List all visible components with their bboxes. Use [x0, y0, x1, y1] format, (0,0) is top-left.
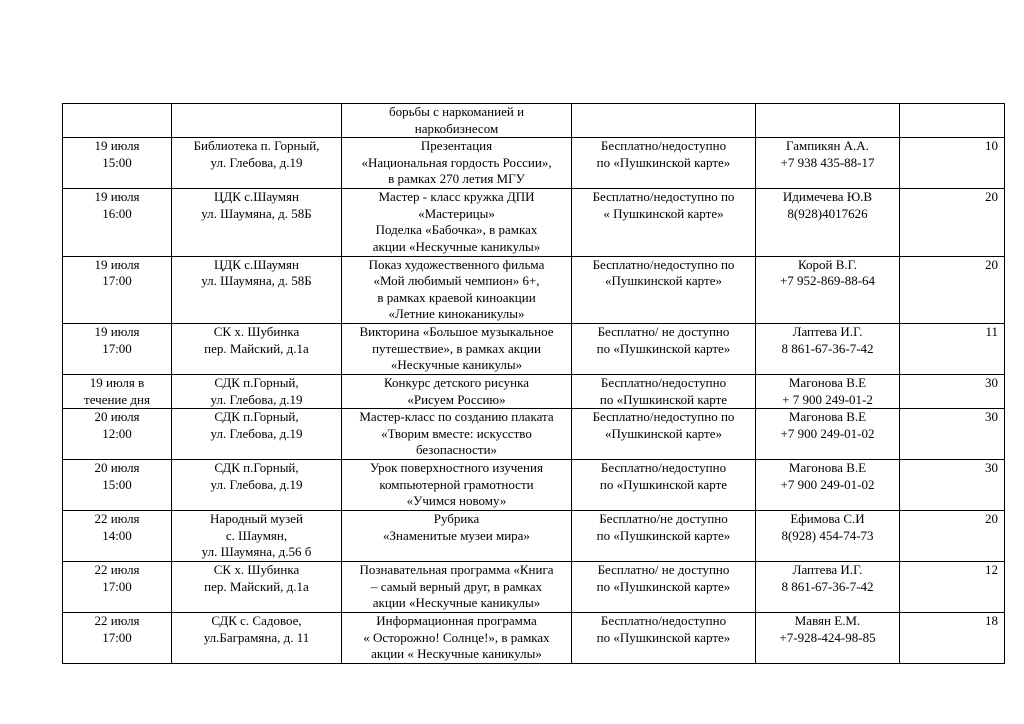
price-line: Бесплатно/недоступно	[600, 138, 727, 154]
cell-price	[572, 104, 756, 138]
cell-date	[63, 189, 172, 256]
contact-line: Лаптева И.Г.	[792, 561, 863, 577]
place-line: СДК п.Горный,	[214, 374, 299, 390]
cell-count: 30	[900, 409, 1005, 460]
cell-date	[63, 256, 172, 323]
cell-contact	[756, 189, 900, 256]
cell-price	[572, 460, 756, 511]
cell-place	[172, 374, 342, 408]
place-line: ул. Шаумяна, д. 58Б	[201, 205, 312, 221]
event-line: борьбы с наркоманией и	[388, 104, 525, 119]
price-line: Бесплатно/ не доступно	[597, 561, 730, 577]
event-line: акции «Нескучные каникулы»	[372, 595, 541, 611]
contact-line: Магонова В.Е	[788, 409, 867, 425]
events-table	[62, 103, 1005, 664]
price-line: Бесплатно/не доступно	[599, 510, 728, 526]
price-line: по «Пушкинской карте»	[596, 629, 731, 645]
event-line: « Осторожно! Солнце!», в рамках	[363, 629, 550, 645]
event-line: Информационная программа	[376, 612, 537, 628]
cell-place	[172, 409, 342, 460]
cell-price	[572, 323, 756, 374]
date-line: 17:00	[102, 340, 132, 356]
cell-count: 10	[900, 138, 1005, 189]
events-table-body	[63, 104, 1005, 664]
event-line: «Мой любимый чемпион» 6+,	[373, 273, 540, 289]
table-row	[63, 409, 1005, 460]
event-line: «Рисуем Россию»	[407, 391, 506, 407]
cell-date	[63, 104, 172, 138]
place-line: СДК п.Горный,	[214, 409, 299, 425]
cell-event	[342, 256, 572, 323]
cell-place	[172, 323, 342, 374]
place-line: пер. Майский, д.1а	[204, 340, 309, 356]
cell-event	[342, 460, 572, 511]
cell-price	[572, 409, 756, 460]
table-row	[63, 374, 1005, 408]
cell-price	[572, 256, 756, 323]
event-line: безопасности»	[415, 442, 498, 458]
contact-line: + 7 900 249-01-2	[782, 391, 873, 407]
cell-place	[172, 138, 342, 189]
cell-place	[172, 189, 342, 256]
event-line: наркобизнесом	[414, 120, 499, 136]
cell-contact	[756, 460, 900, 511]
price-line: «Пушкинской карте»	[605, 273, 722, 289]
contact-line: 8 861-67-36-7-42	[781, 578, 874, 594]
contact-line: Лаптева И.Г.	[792, 323, 863, 339]
cell-price	[572, 189, 756, 256]
cell-event	[342, 510, 572, 561]
event-line: «Летние киноканикулы»	[388, 306, 525, 322]
price-line: Бесплатно/недоступно по	[592, 189, 735, 205]
cell-event	[342, 374, 572, 408]
contact-line: +7 900 249-01-02	[780, 425, 875, 441]
table-row	[63, 460, 1005, 511]
date-line: 15:00	[102, 154, 132, 170]
contact-line: 8(928) 454-74-73	[781, 527, 874, 543]
cell-price	[572, 510, 756, 561]
place-line: ул. Глебова, д.19	[210, 476, 303, 492]
date-line: 12:00	[102, 425, 132, 441]
cell-contact	[756, 104, 900, 138]
place-line: ул. Шаумяна, д.56 б	[201, 544, 312, 560]
cell-price	[572, 138, 756, 189]
event-line: Познавательная программа «Книга	[359, 561, 554, 577]
place-line: СДК с. Садовое,	[211, 612, 302, 628]
cell-count: 20	[900, 189, 1005, 256]
place-line: СК х. Шубинка	[213, 561, 300, 577]
event-line: путешествие», в рамках акции	[372, 340, 541, 356]
date-line: 19 июля	[94, 189, 140, 205]
cell-date	[63, 374, 172, 408]
table-row	[63, 612, 1005, 663]
cell-place	[172, 510, 342, 561]
cell-event	[342, 104, 572, 138]
event-line: «Мастерицы»	[418, 205, 495, 221]
cell-event	[342, 561, 572, 612]
cell-contact	[756, 561, 900, 612]
cell-event	[342, 189, 572, 256]
date-line: течение дня	[84, 391, 150, 407]
contact-line: Корой В.Г.	[798, 256, 857, 272]
cell-date	[63, 323, 172, 374]
cell-count	[900, 104, 1005, 138]
event-line: Мастер-класс по созданию плаката	[359, 409, 554, 425]
event-line: «Знаменитые музеи мира»	[383, 527, 530, 543]
contact-line: Гампикян А.А.	[786, 138, 869, 154]
event-line: в рамках краевой киноакции	[377, 289, 536, 305]
event-line: в рамках 270 летия МГУ	[388, 171, 525, 187]
contact-line: 8 861-67-36-7-42	[781, 340, 874, 356]
table-row	[63, 138, 1005, 189]
place-line: ул. Глебова, д.19	[210, 391, 303, 407]
cell-price	[572, 561, 756, 612]
event-line: «Нескучные каникулы»	[390, 357, 523, 373]
table-row	[63, 561, 1005, 612]
cell-contact	[756, 374, 900, 408]
event-line: – самый верный друг, в рамках	[371, 578, 542, 594]
table-row	[63, 510, 1005, 561]
event-line: Викторина «Большое музыкальное	[359, 323, 554, 339]
cell-contact	[756, 612, 900, 663]
cell-count: 30	[900, 374, 1005, 408]
event-line: Урок поверхностного изучения	[370, 460, 543, 476]
cell-count: 20	[900, 510, 1005, 561]
date-line: 17:00	[102, 629, 132, 645]
date-line: 20 июля	[94, 409, 140, 425]
contact-line: 8(928)4017626	[787, 205, 868, 221]
place-line: ул.Баграмяна, д. 11	[203, 629, 310, 645]
table-row	[63, 323, 1005, 374]
cell-count: 12	[900, 561, 1005, 612]
cell-price	[572, 612, 756, 663]
date-line: 17:00	[102, 578, 132, 594]
event-line: акции « Нескучные каникулы»	[371, 646, 542, 662]
place-line: ЦДК с.Шаумян	[214, 256, 299, 272]
contact-line: Идимечева Ю.В	[782, 189, 873, 205]
price-line: по «Пушкинской карте	[599, 476, 728, 492]
event-line: Мастер - класс кружка ДПИ	[378, 189, 535, 205]
event-line: Поделка «Бабочка», в рамках	[375, 222, 538, 238]
place-line: ул. Глебова, д.19	[210, 425, 303, 441]
cell-count: 20	[900, 256, 1005, 323]
contact-line: Ефимова С.И	[790, 510, 865, 526]
price-line: « Пушкинской карте»	[603, 205, 724, 221]
cell-place	[172, 104, 342, 138]
date-line: 15:00	[102, 476, 132, 492]
price-line: Бесплатно/недоступно по	[592, 409, 735, 425]
cell-place	[172, 256, 342, 323]
event-line: «Национальная гордость России»,	[361, 154, 552, 170]
price-line: по «Пушкинской карте»	[596, 527, 731, 543]
place-line: Народный музей	[210, 510, 303, 526]
contact-line: Магонова В.Е	[788, 374, 867, 390]
cell-date	[63, 460, 172, 511]
event-line: Рубрика	[433, 510, 480, 526]
place-line: СДК п.Горный,	[214, 460, 299, 476]
date-line: 20 июля	[94, 460, 140, 476]
date-line: 22 июля	[94, 561, 140, 577]
place-line: СК х. Шубинка	[213, 323, 300, 339]
price-line: Бесплатно/недоступно	[600, 612, 727, 628]
cell-event	[342, 138, 572, 189]
price-line: Бесплатно/недоступно	[600, 374, 727, 390]
price-line: Бесплатно/ не доступно	[597, 323, 730, 339]
date-line: 14:00	[102, 527, 132, 543]
event-line: «Творим вместе: искусство	[381, 425, 532, 441]
event-line: акции «Нескучные каникулы»	[372, 238, 541, 254]
cell-price	[572, 374, 756, 408]
price-line: «Пушкинской карте»	[605, 425, 722, 441]
schedule-page	[62, 103, 1004, 664]
price-line: по «Пушкинской карте»	[596, 154, 731, 170]
contact-line: Магонова В.Е	[788, 460, 867, 476]
date-line: 16:00	[102, 205, 132, 221]
contact-line: +7 938 435-88-17	[780, 154, 875, 170]
cell-contact	[756, 409, 900, 460]
cell-date	[63, 612, 172, 663]
event-line: компьютерной грамотности	[379, 476, 534, 492]
price-line: по «Пушкинской карте»	[596, 340, 731, 356]
cell-contact	[756, 256, 900, 323]
cell-event	[342, 409, 572, 460]
price-line: Бесплатно/недоступно по	[592, 256, 735, 272]
price-line: по «Пушкинской карте»	[596, 578, 731, 594]
date-line: 22 июля	[94, 510, 140, 526]
cell-date	[63, 510, 172, 561]
date-line: 22 июля	[94, 612, 140, 628]
cell-contact	[756, 138, 900, 189]
place-line: ЦДК с.Шаумян	[214, 189, 299, 205]
cell-date	[63, 138, 172, 189]
table-row	[63, 104, 1005, 138]
contact-line: +7 952-869-88-64	[779, 273, 876, 289]
place-line: пер. Майский, д.1а	[204, 578, 309, 594]
place-line: ул. Глебова, д.19	[210, 154, 303, 170]
table-row	[63, 189, 1005, 256]
cell-date	[63, 561, 172, 612]
cell-count: 11	[900, 323, 1005, 374]
cell-place	[172, 612, 342, 663]
cell-event	[342, 323, 572, 374]
event-line: Показ художественного фильма	[368, 256, 545, 272]
place-line: с. Шаумян,	[225, 527, 288, 543]
price-line: по «Пушкинской карте	[599, 391, 728, 407]
event-line: Презентация	[420, 138, 493, 154]
date-line: 19 июля	[94, 323, 140, 339]
cell-contact	[756, 510, 900, 561]
place-line: Библиотека п. Горный,	[193, 138, 320, 154]
contact-line: Мавян Е.М.	[794, 612, 861, 628]
contact-line: +7-928-424-98-85	[779, 629, 876, 645]
cell-place	[172, 460, 342, 511]
cell-place	[172, 561, 342, 612]
cell-contact	[756, 323, 900, 374]
date-line: 19 июля	[94, 256, 140, 272]
place-line: ул. Шаумяна, д. 58Б	[201, 273, 312, 289]
cell-event	[342, 612, 572, 663]
contact-line: +7 900 249-01-02	[780, 476, 875, 492]
event-line: «Учимся новому»	[406, 493, 507, 509]
date-line: 19 июля	[94, 138, 140, 154]
cell-count: 18	[900, 612, 1005, 663]
table-row	[63, 256, 1005, 323]
event-line: Конкурс детского рисунка	[384, 374, 529, 390]
price-line: Бесплатно/недоступно	[600, 460, 727, 476]
date-line: 17:00	[102, 273, 132, 289]
cell-count: 30	[900, 460, 1005, 511]
cell-date	[63, 409, 172, 460]
date-line: 19 июля в	[89, 374, 145, 390]
